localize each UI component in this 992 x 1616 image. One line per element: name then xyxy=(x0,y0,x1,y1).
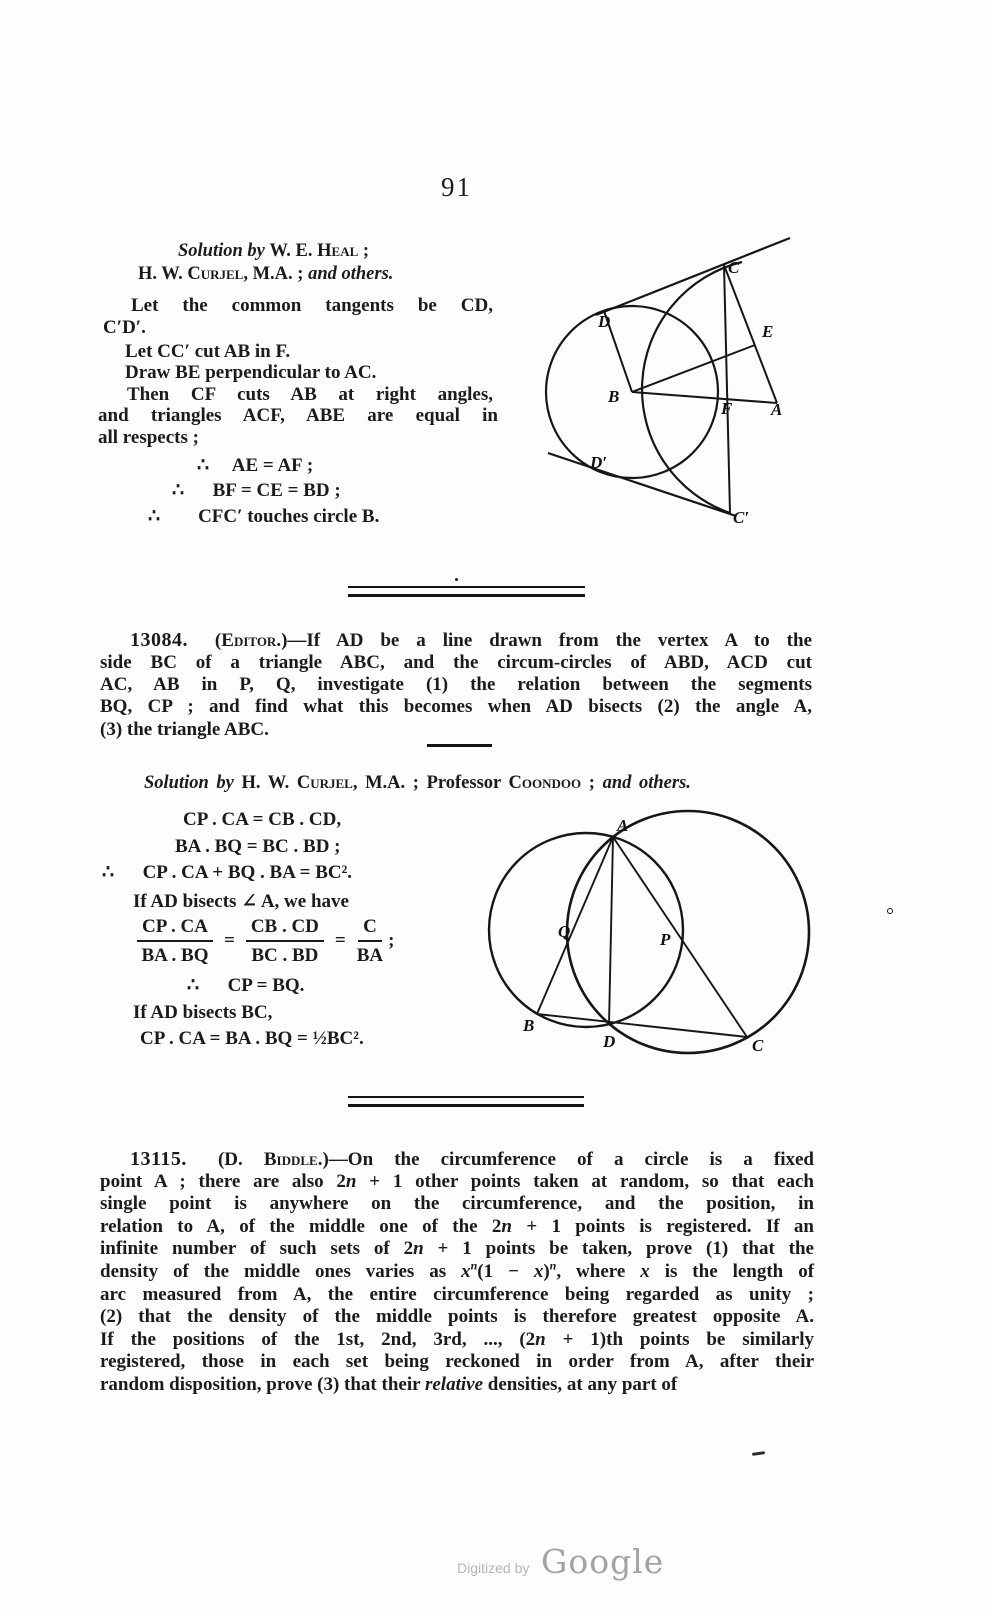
problem-13115-line5: infinite number of such sets of 2n + 1 points be taken, prove (1) that the xyxy=(100,1238,814,1259)
problem-13115-line6: density of the middle ones varies as $x^n(1 - x)^n$, where x is the length of xyxy=(100,1258,815,1282)
problem-13115-line9: If the positions of the 1st, 2nd, 3rd, ..., (2n + 1)th points be similarly xyxy=(100,1329,814,1350)
byline-name-curjel2: H. W. Curjel, M.A. xyxy=(241,773,406,793)
problem-13115-line1: 13115. (D. Biddle.)—On the circumference of a circle is a fixed xyxy=(130,1148,814,1170)
problem-13115-line2: point A ; there are also 2n + 1 other points taken at random, so that each xyxy=(100,1171,814,1192)
equals-sign: = xyxy=(223,930,235,951)
figure1-label-F: F xyxy=(721,399,733,418)
problem-13084-line5: (3) the triangle ABC. xyxy=(100,719,269,740)
figure1-label-A: A xyxy=(771,400,783,419)
problem-13115-line11: random disposition, prove (3) that their relative densities, at any part of xyxy=(100,1374,678,1395)
byline-solution-2: Solution by H. W. Curjel, M.A. ; Professor Coondoo ; and others. xyxy=(144,773,691,793)
solution1-line: Let the common tangents be CD, xyxy=(131,295,493,316)
problem-13084-line3: AC, AB in P, Q, investigate (1) the relation between the segments xyxy=(100,674,812,695)
problem-13084-line2: side BC of a triangle ABC, and the circum-circles of ABD, ACD cut xyxy=(100,652,812,673)
solution1-conclusion: ∴ BF = CE = BD ; xyxy=(172,480,341,501)
byline-solution-1 xyxy=(178,240,369,262)
byline-tail: ; xyxy=(358,241,370,261)
figure2-label-Q: Q xyxy=(558,922,571,941)
figure2-label-D: D xyxy=(603,1032,616,1051)
double-rule-bottom xyxy=(348,594,585,597)
equation-5: ∴ CP = BQ. xyxy=(187,975,305,996)
segment-AB xyxy=(537,837,613,1014)
byline-and-others: and others. xyxy=(308,264,394,284)
equation-1: CP . CA = CB . CD, xyxy=(183,809,342,830)
figure2-label-P: P xyxy=(660,930,671,949)
problem-13084-author: Editor xyxy=(221,630,277,651)
tangent-CD xyxy=(596,238,790,315)
byline-name-curjel: H. W. Curjel, M.A. xyxy=(138,264,293,284)
solution1-line: and triangles ACF, ABE are equal in xyxy=(98,405,498,426)
solution1-conclusion: ∴ CFC′ touches circle B. xyxy=(148,506,380,527)
figure1-label-B: B xyxy=(608,387,620,406)
byline-and-others-2: and others. xyxy=(602,773,691,793)
watermark-digitized-by: Digitized by xyxy=(457,1560,530,1576)
problem-13115-line3: single point is anywhere on the circumference, and the position, in xyxy=(100,1193,814,1214)
solution1-conclusion: ∴ AE = AF ; xyxy=(197,455,314,476)
figure-tangent-circles xyxy=(500,225,920,545)
equation-3: ∴ CP . CA + BQ . BA = BC². xyxy=(102,862,353,883)
equation-2: BA . BQ = BC . BD ; xyxy=(175,836,341,857)
equation-fractions xyxy=(137,916,394,966)
problem-13084-line1: 13084. (Editor.)—If AD be a line drawn from the vertex A to the xyxy=(130,629,813,651)
problem-13115-number: 13115. xyxy=(130,1148,187,1170)
short-rule xyxy=(427,744,492,747)
double-rule-top xyxy=(348,586,585,588)
problem-13115-line8: (2) that the density of the middle points is therefore greatest opposite A. xyxy=(100,1306,814,1327)
byline-name-heal: W. E. Heal xyxy=(269,241,359,261)
fraction-3: $\frac{C}{BA}$ xyxy=(356,916,384,966)
circumcircle-ACD xyxy=(567,811,809,1053)
problem-13115-line4: relation to A, of the middle one of the 2n + 1 points is registered. If an xyxy=(100,1216,814,1237)
fraction-2: $\frac{CB . CD}{BC . BD}$ xyxy=(246,916,324,966)
figure1-label-D-prime: D′ xyxy=(590,453,608,472)
figure2-label-B: B xyxy=(523,1016,535,1035)
figure-circumcircles xyxy=(470,795,910,1075)
figure1-label-C-prime: C′ xyxy=(733,508,750,527)
ink-speck xyxy=(455,578,458,581)
figure2-label-C: C xyxy=(752,1036,764,1055)
superscript-n: n xyxy=(470,1258,478,1273)
equation-6: If AD bisects BC, xyxy=(133,1002,273,1023)
segment-AD xyxy=(609,837,613,1025)
equation-7: CP . CA = BA . BQ = ½BC². xyxy=(140,1028,364,1049)
segment-BA xyxy=(632,392,777,403)
fraction-1: $\frac{CP . CA}{BA . BQ}$ xyxy=(137,916,213,966)
problem-13115-author: Biddle xyxy=(263,1149,318,1170)
ink-speck xyxy=(888,909,893,914)
page-number: 91 xyxy=(441,172,472,202)
google-logo: Google xyxy=(541,1542,665,1581)
problem-13084-number: 13084. xyxy=(130,629,188,651)
figure1-label-E: E xyxy=(762,322,774,341)
superscript-n: n xyxy=(549,1258,557,1273)
segment-AC xyxy=(613,837,747,1037)
double-rule-bottom xyxy=(348,1104,584,1107)
equals-sign: = xyxy=(334,930,346,951)
segment-BE xyxy=(632,345,755,392)
solution1-line: Then CF cuts AB at right angles, xyxy=(127,384,493,405)
solution1-line: Draw BE perpendicular to AC. xyxy=(125,362,377,383)
figure1-label-D: D xyxy=(598,312,611,331)
solution1-line: all respects ; xyxy=(98,427,199,448)
byline-solution-1b: H. W. Curjel, M.A. ; and others. xyxy=(138,264,394,284)
stray-dash-mark xyxy=(752,1451,765,1456)
problem-13115-line10: registered, those in each set being reckoned in order from A, after their xyxy=(100,1351,814,1372)
byline-name-coondoo: Coondoo xyxy=(508,773,582,793)
problem-13084-line4: BQ, CP ; and find what this becomes when AD bisects (2) the angle A, xyxy=(100,696,812,717)
problem-13115-line7: arc measured from A, the entire circumference being regarded as unity ; xyxy=(100,1284,814,1305)
figure1-label-C: C xyxy=(728,258,740,277)
emphasis-relative: relative xyxy=(424,1374,483,1395)
byline-solution-by: Solution by xyxy=(178,241,270,261)
figure2-label-A: A xyxy=(617,816,629,835)
segment-CCprime xyxy=(724,265,730,513)
semicolon: ; xyxy=(388,930,395,951)
equation-4: If AD bisects ∠ A, we have xyxy=(133,891,349,912)
solution1-line: C′D′. xyxy=(103,317,146,338)
tangent-CprimeDprime xyxy=(548,453,736,516)
double-rule-top xyxy=(348,1096,584,1098)
solution1-line: Let CC′ cut AB in F. xyxy=(125,341,291,362)
